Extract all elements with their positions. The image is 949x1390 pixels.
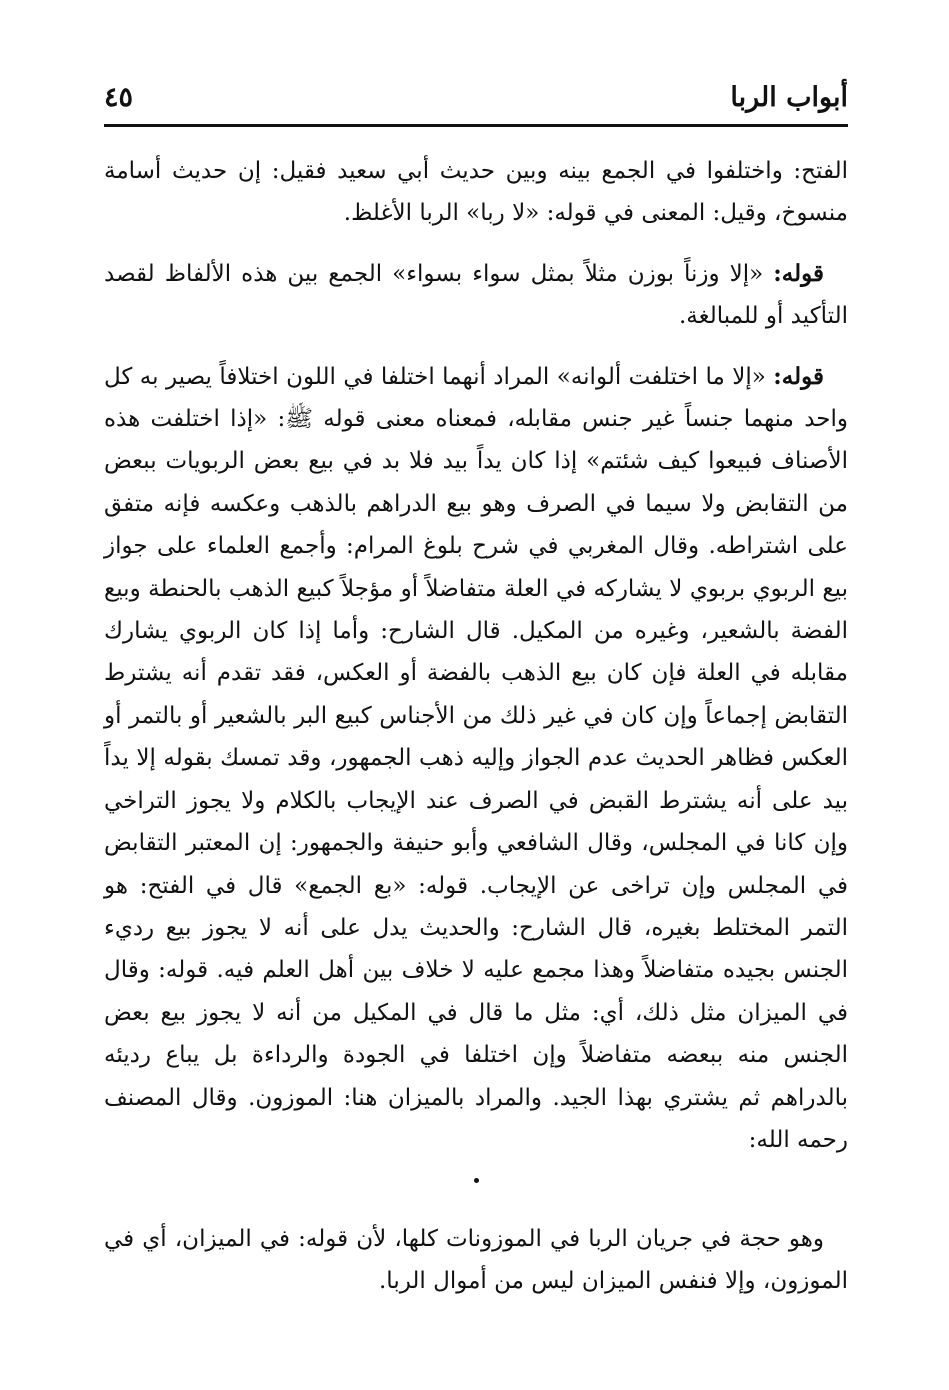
paragraph-text: الفتح: واختلفوا في الجمع بينه وبين حديث أبي سعيد فقيل: إن حديث أسامة منسوخ، وقيل: المعنى في قوله: «لا ربا» الربا الأغلظ.: [104, 158, 848, 227]
paragraph-text: وهو حجة في جريان الربا في الموزونات كلها، لأن قوله: في الميزان، أي في الموزون، وإلا فنفس الميزان ليس من أموال الربا.: [104, 1226, 848, 1295]
page-number: ٤٥: [104, 82, 134, 113]
paragraph-fath: [104, 150, 848, 235]
running-title: أبواب الربا: [730, 82, 848, 113]
page-header: [104, 78, 848, 118]
closing-paragraph: [104, 1218, 848, 1321]
paragraph-mawzun: [104, 1218, 848, 1303]
main-text: [104, 150, 848, 1179]
paragraph-text: «إلا وزناً بوزن مثلاً بمثل سواء بسواء» الجمع بين هذه الألفاظ لقصد التأكيد أو للمبالغة.: [104, 260, 848, 330]
paragraph-wazn: [104, 253, 848, 338]
section-dot: [474, 1178, 479, 1183]
paragraph-lead: قوله:: [773, 362, 824, 390]
header-rule: [104, 124, 848, 127]
paragraph-text: «إلا ما اختلفت ألوانه» المراد أنهما اختلفا في اللون اختلافاً يصير به كل واحد منهما جنساً غير جنس مقابله، فمعناه معنى قوله ﷺ: «إذا اختلفت هذه الأصناف فبيعوا كيف شئتم» إذا كان يداً بيد فلا بد في بيع بعض الربويات ببعض من التقابض ولا سيما في الصرف وهو بيع الدراهم بالذهب وعكسه فإنه متفق على اشتراطه. وقال المغربي في شرح بلوغ المرام: وأجمع العلماء على جواز بيع الربوي بربوي لا يشاركه في العلة متفاضلاً أو مؤجلاً كبيع الذهب بالحنطة وبيع الفضة بالشعير، وغيره من المكيل. قال الشارح: وأما إذا كان الربوي يشارك مقابله في العلة فإن كان بيع الذهب بالفضة أو العكس، فقد تقدم أنه يشترط التقابض إجماعاً وإن كان في غير ذلك من الأجناس كبيع البر بالشعير أو بالتمر أو العكس فظاهر الحديث عدم الجواز وإليه ذهب الجمهور، وقد تمسك بقوله إلا يداً بيد على أنه يشترط القبض في الصرف عند الإيجاب بالكلام ولا يجوز التراخي وإن كانا في المجلس، وقال الشافعي وأبو حنيفة والجمهور: إن المعتبر التقابض في المجلس وإن تراخى عن الإيجاب. قوله: «بع الجمع» قال في الفتح: هو التمر المختلط بغيره، قال الشارح: والحديث يدل على أنه لا يجوز بيع رديء الجنس بجيده متفاضلاً وهذا مجمع عليه لا خلاف بين أهل العلم فيه. قوله: وقال في الميزان مثل ذلك، أي: مثل ما قال في المكيل من أنه لا يجوز بيع بعض الجنس منه ببعضه متفاضلاً وإن اختلفا في الجودة والرداءة بل يباع رديئه بالدراهم ثم يشتري بهذا الجيد. والمراد بالميزان هنا: الموزون. وقال المصنف رحمه الله:: [104, 363, 848, 1153]
paragraph-lead: قوله:: [773, 259, 824, 287]
paragraph-alwan: [104, 356, 848, 1162]
